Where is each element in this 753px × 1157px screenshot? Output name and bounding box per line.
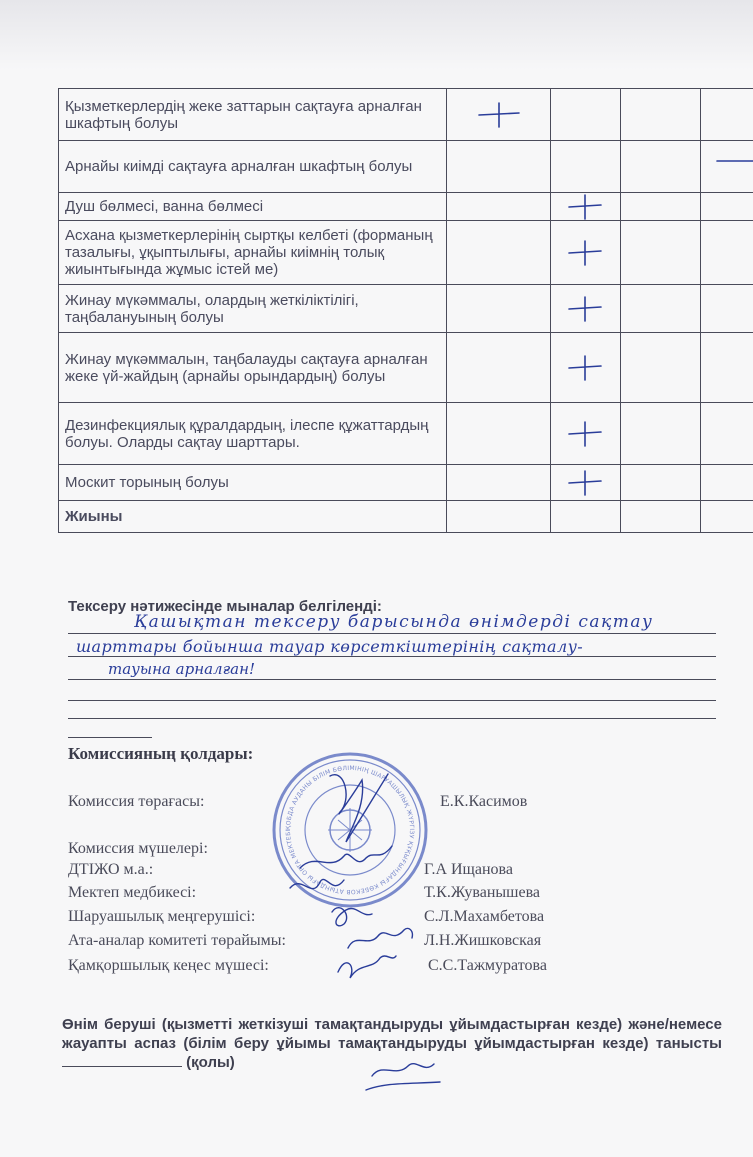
member-name: Л.Н.Жишковская bbox=[424, 932, 542, 949]
chair-name: Е.К.Касимов bbox=[440, 793, 528, 810]
stamp-text: ҚОБДА АУДАНЫ БІЛІМ БӨЛІМІНІҢ ШАРУАШЫЛЫҚ ЖҮРГІЗУ ҚҰҚЫҒЫНДАҒЫ КӨБЕКОВ АТЫНДАҒЫ ОРТА МЕКТЕБІ bbox=[284, 764, 416, 896]
criterion-text: Жиыны bbox=[59, 501, 447, 533]
result-title: Тексеру нәтижесінде мыналар белгіленді: bbox=[68, 598, 382, 615]
member-role: Ата-аналар комитеті төрайымы: bbox=[68, 932, 286, 949]
commission-signatures-title: Комиссияның қолдары: bbox=[68, 744, 254, 763]
criterion-text: Москит торының болуы bbox=[59, 465, 447, 501]
chair-role: Комиссия төрағасы: bbox=[68, 793, 205, 810]
criterion-text: Асхана қызметкерлерінің сыртқы келбеті (форманың тазалығы, ұқыптылығы, арнайы киімнің толық жиынтығында жұмыс істей ме) bbox=[59, 221, 447, 285]
member-role: ДТІЖО м.а.: bbox=[68, 861, 154, 878]
makhambetova-signature bbox=[332, 908, 372, 926]
member-role: Қамқоршылық кеңес мүшесі: bbox=[68, 957, 269, 974]
handwritten-result-line-1: Қашықтан тексеру барысында өнімдерді сақтау bbox=[134, 612, 654, 632]
zhishkovskaya-signature bbox=[348, 928, 412, 948]
signature-label: (қолы) bbox=[186, 1054, 235, 1071]
member-role: Шаруашылық меңгерушісі: bbox=[68, 908, 256, 925]
member-name: С.Л.Махамбетова bbox=[424, 908, 545, 925]
acknowledgement-main: Өнім беруші (қызметті жеткізуші тамақтандыруды ұйымдастырған кезде) және/немесе жауапты аспаз (білім беру ұйымы тамақтандыруды ұйымдастырған кезде) танысты bbox=[62, 1016, 722, 1052]
member-role: Мектеп медбикесі: bbox=[68, 884, 197, 901]
criterion-text: Арнайы киімді сақтауға арналған шкафтың болуы bbox=[59, 141, 447, 193]
criterion-text: Жинау мүкәммалын, таңбалауды сақтауға арналған жеке үй-жайдың (арнайы орындардың) болуы bbox=[59, 333, 447, 403]
acknowledgement-text bbox=[62, 1015, 722, 1072]
criterion-text: Жинау мүкәммалы, олардың жеткіліктілігі, таңбалануының болуы bbox=[59, 285, 447, 333]
signature-blank bbox=[62, 1066, 182, 1067]
criterion-text: Душ бөлмесі, ванна бөлмесі bbox=[59, 193, 447, 221]
handwritten-result-line-2: шарттары бойынша тауар көрсеткіштерінің сақталу- bbox=[76, 637, 584, 656]
criterion-text: Дезинфекциялық құралдардың, ілеспе құжаттардың болуы. Оларды сақтау шарттары. bbox=[59, 403, 447, 465]
tazhmuratova-signature bbox=[338, 956, 396, 978]
member-name: С.С.Тажмуратова bbox=[428, 957, 547, 974]
handwritten-result-line-3: тауына арналған! bbox=[108, 660, 256, 678]
member-name: Т.К.Жуванышева bbox=[424, 884, 541, 901]
criterion-text: Қызметкерлердің жеке заттарын сақтауға арналған шкафтың болуы bbox=[59, 89, 447, 141]
member-name: Г.А Ищанова bbox=[424, 861, 513, 878]
members-label: Комиссия мүшелері: bbox=[68, 840, 208, 857]
chair-signature bbox=[330, 774, 388, 842]
